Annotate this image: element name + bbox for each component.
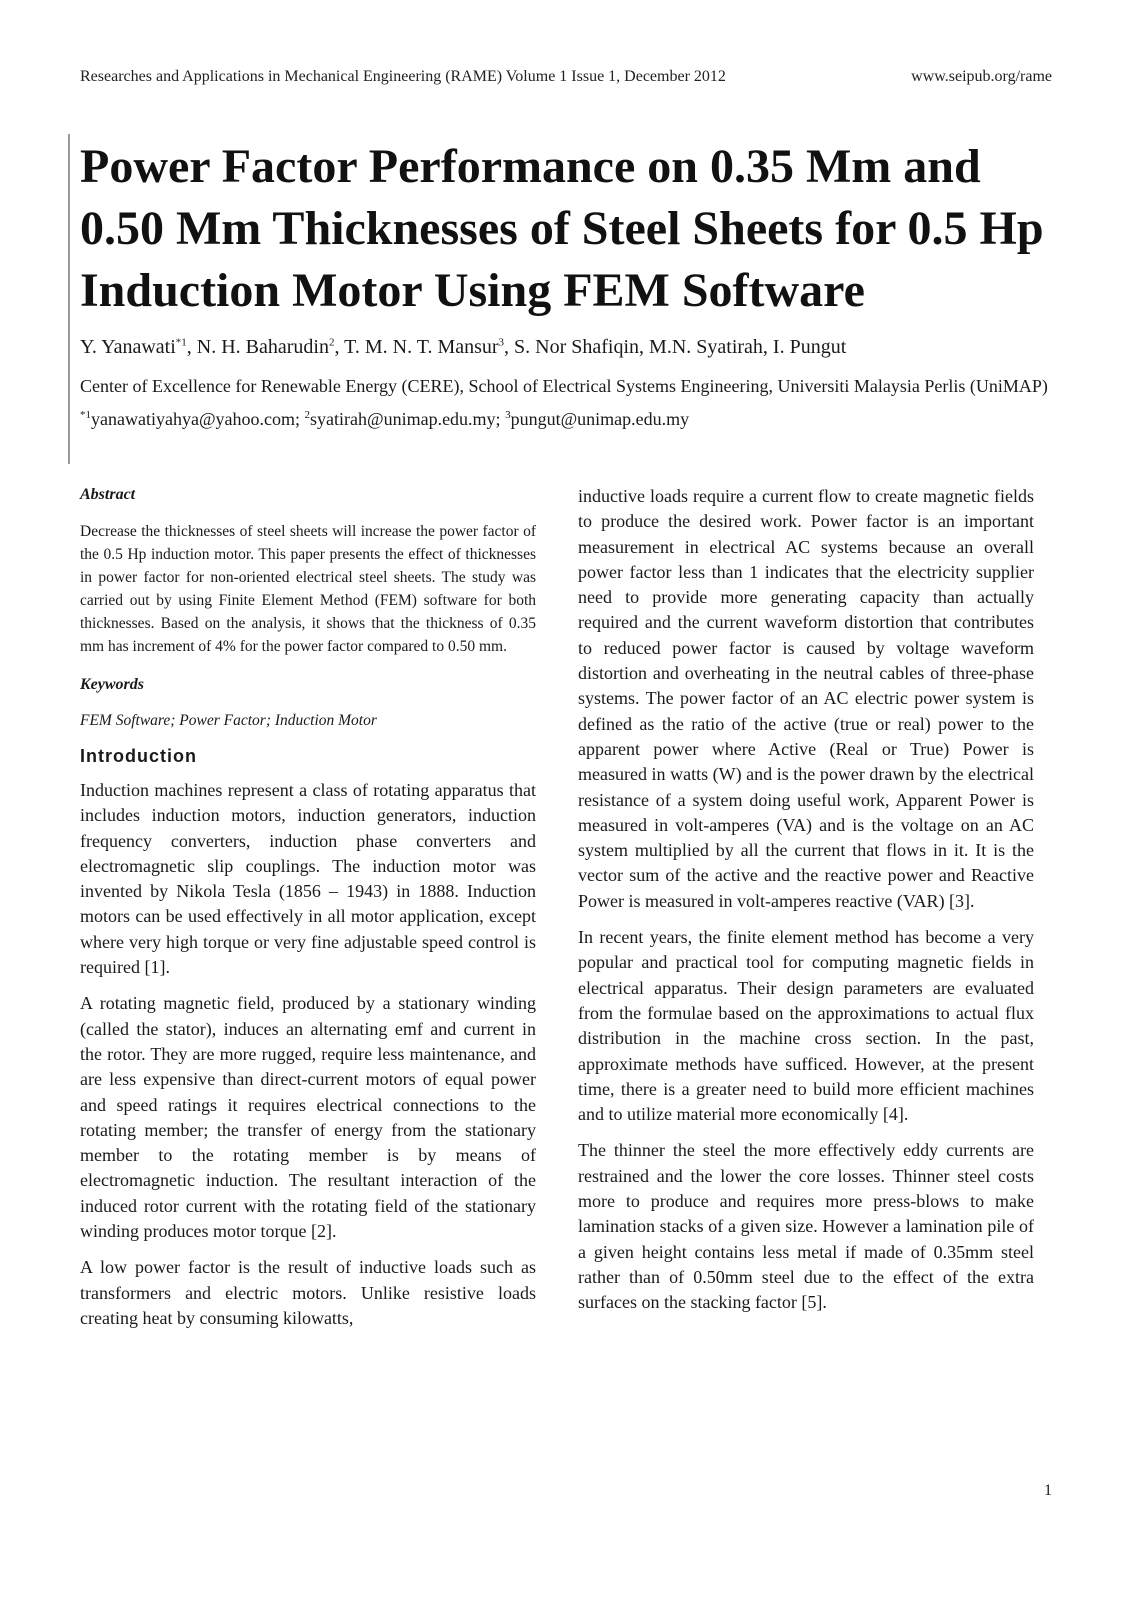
intro-paragraph-4: inductive loads require a current flow to create magnetic fields to produce the desired work. Power factor is an important measurement in electrical AC systems because an overall power factor less than 1 indicates that the electricity supplier need to provide more generating capacity than actually required and the current waveform distortion that contributes to reduced power factor is caused by voltage waveform distortion and overheating in the neutral cables of three-phase systems. The power factor of an AC electric power system is defined as the ratio of the active (true or real) power to the apparent power where Active (Real or True) Power is measured in watts (W) and is the power drawn by the electrical resistance of a system doing useful work, Apparent Power is measured in volt-amperes (VA) and is the voltage on an AC system multiplied by all the current that flows in it. It is the vector sum of the active and the reactive power and Reactive Power is measured in volt-amperes reactive (VAR) [3]. <box>578 486 1034 911</box>
author-1-mark: *1 <box>175 336 187 349</box>
email-3[interactable]: pungut@unimap.edu.my <box>510 409 690 429</box>
right-column <box>578 484 1034 1327</box>
journal-url[interactable]: www.seipub.org/rame <box>911 68 1052 85</box>
author-1: Y. Yanawati <box>80 336 176 358</box>
abstract-label: Abstract <box>80 486 136 503</box>
email-1-mark: *1 <box>80 409 91 421</box>
email-2-mark: 2 <box>304 409 311 421</box>
author-2: , N. H. Baharudin <box>186 336 329 358</box>
intro-paragraph-5: In recent years, the finite element method has become a very popular and practical tool for computing magnetic fields in electrical apparatus. Their design parameters are evaluated from the formulae based on the approximations to actual flux distribution in the machine cross section. In the past, approximate methods have sufficed. However, at the present time, there is a greater need to build more efficient machines and to utilize material more economically [4]. <box>578 927 1034 1125</box>
keywords-text: FEM Software; Power Factor; Induction Motor <box>80 712 377 729</box>
intro-paragraph-1: Induction machines represent a class of rotating apparatus that includes induction motors, induction generators, induction frequency converters, induction phase converters and electromagnetic slip couplings. The induction motor was invented by Nikola Tesla (1856 – 1943) in 1888. Induction motors can be used effectively in all motor application, except where very high torque or very fine adjustable speed control is required [1]. <box>80 780 536 978</box>
email-list <box>80 407 1060 432</box>
author-3: , T. M. N. T. Mansur <box>334 336 499 358</box>
title-block <box>80 136 1060 432</box>
keywords-label: Keywords <box>80 676 144 693</box>
intro-paragraph-6: The thinner the steel the more effectively eddy currents are restrained and the lower the core losses. Thinner steel costs more to produce and requires more press-blows to make lamination stacks of a given size. However a lamination pile of a given height contains less metal if made of 0.35mm steel rather than of 0.50mm steel due to the effect of the extra surfaces on the stacking factor [5]. <box>578 1140 1034 1313</box>
running-header <box>80 68 1052 86</box>
page-number: 1 <box>1044 1482 1052 1499</box>
author-list <box>80 334 1060 360</box>
abstract-text: Decrease the thicknesses of steel sheets will increase the power factor of the 0.5 Hp induction motor. This paper presents the effect of thicknesses in power factor for non-oriented electrical steel sheets. The study was carried out by using Finite Element Method (FEM) software for both thicknesses. Based on the analysis, it shows that the thickness of 0.35 mm has increment of 4% for the power factor compared to 0.50 mm. <box>80 523 536 655</box>
email-1[interactable]: yanawatiyahya@yahoo.com; <box>91 409 305 429</box>
paper-title: Power Factor Performance on 0.35 Mm and 0.50 Mm Thicknesses of Steel Sheets for 0.5 Hp Induction Motor Using FEM Software <box>80 140 1044 317</box>
journal-name: Researches and Applications in Mechanical Engineering (RAME) Volume 1 Issue 1, December 2012 <box>80 68 726 85</box>
email-3-mark: 3 <box>505 409 511 421</box>
title-side-rule <box>68 134 70 464</box>
author-2-mark: 2 <box>328 336 335 349</box>
other-authors: , S. Nor Shafiqin, M.N. Syatirah, I. Pungut <box>504 336 847 358</box>
intro-paragraph-2: A rotating magnetic field, produced by a stationary winding (called the stator), induces an alternating emf and current in the rotor. They are more rugged, require less maintenance, and are less expensive than direct-current motors of equal power and speed ratings it requires electrical connections to the rotating member; the transfer of energy from the stationary member to the rotating member is by means of electromagnetic induction. The resultant interaction of the induced rotor current with the rotating field of the stationary winding produces motor torque [2]. <box>80 993 536 1242</box>
email-2[interactable]: syatirah@unimap.edu.my; <box>310 409 506 429</box>
intro-paragraph-3: A low power factor is the result of inductive loads such as transformers and electric motors. Unlike resistive loads creating heat by consuming kilowatts, <box>80 1257 536 1328</box>
affiliation: Center of Excellence for Renewable Energy (CERE), School of Electrical Systems Engineering, Universiti Malaysia Perlis (UniMAP) <box>80 376 1048 396</box>
introduction-heading: Introduction <box>80 746 197 766</box>
left-column <box>80 484 536 1342</box>
author-3-mark: 3 <box>498 336 505 349</box>
